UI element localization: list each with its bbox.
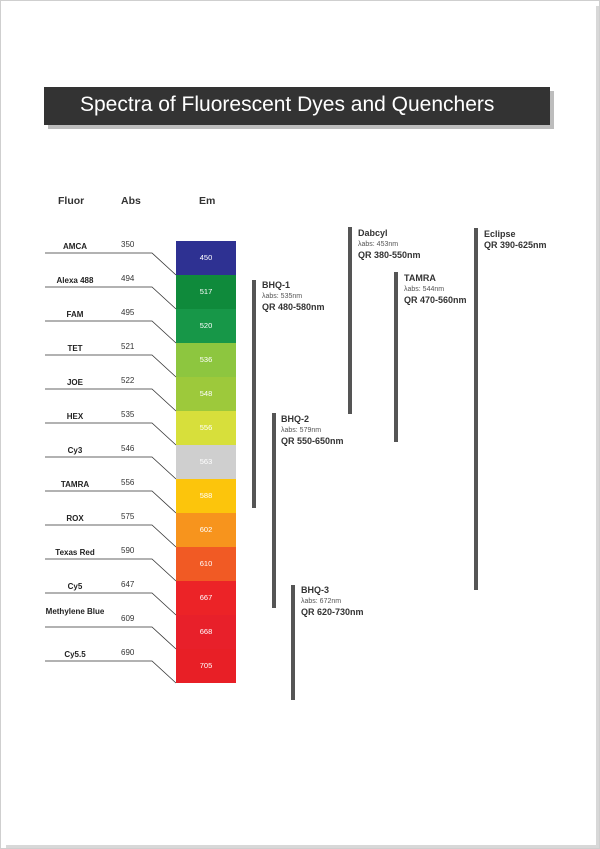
em-swatch (176, 445, 236, 479)
em-value: 536 (199, 355, 213, 364)
quencher-abs: λabs: 535nm (262, 293, 303, 300)
quencher-name: Dabcyl (358, 228, 388, 238)
quencher-range-bar (272, 413, 276, 608)
abs-value: 495 (121, 308, 135, 317)
abs-value: 690 (121, 648, 135, 657)
em-value: 520 (199, 321, 213, 330)
quencher-range-bar (474, 228, 478, 590)
page-shadow (6, 845, 600, 849)
connector-path (45, 321, 176, 343)
quencher-name: BHQ-3 (301, 585, 330, 595)
connector-path (45, 457, 176, 479)
connector-path (45, 355, 176, 377)
em-value: 610 (199, 559, 213, 568)
connector-path (45, 525, 176, 547)
fluor-name: JOE (66, 378, 83, 387)
em-swatch (176, 513, 236, 547)
abs-value: 535 (121, 410, 135, 419)
connector-line (0, 649, 180, 689)
title-banner (44, 87, 550, 125)
em-swatch (176, 343, 236, 377)
em-value: 563 (199, 457, 213, 466)
connector-path (45, 559, 176, 581)
em-swatch (176, 547, 236, 581)
quencher-abs: λabs: 544nm (404, 286, 445, 293)
fluor-name: Cy3 (67, 446, 83, 455)
em-value: 705 (199, 661, 213, 670)
fluor-name: TAMRA (60, 480, 90, 489)
connector-path (45, 389, 176, 411)
connector-path (45, 287, 176, 309)
fluor-name: ROX (66, 514, 84, 523)
page-shadow (596, 6, 600, 849)
quencher-range-bar (252, 280, 256, 508)
abs-value: 647 (121, 580, 135, 589)
abs-value: 575 (121, 512, 135, 521)
em-value: 556 (199, 423, 213, 432)
em-swatch (176, 377, 236, 411)
header-abs: Abs (121, 195, 141, 207)
em-swatch (176, 649, 236, 683)
quencher-range: QR 620-730nm (301, 607, 364, 617)
em-value: 667 (199, 593, 213, 602)
quencher-abs: λabs: 453nm (358, 241, 399, 248)
fluor-name: Methylene Blue (45, 607, 105, 616)
abs-value: 556 (121, 478, 135, 487)
quencher-range: QR 550-650nm (281, 436, 344, 446)
fluor-name: AMCA (63, 242, 87, 251)
em-value: 517 (199, 287, 213, 296)
abs-value: 522 (121, 376, 135, 385)
quencher-name: BHQ-1 (262, 280, 291, 290)
abs-value: 494 (121, 274, 135, 283)
fluor-name: Cy5.5 (64, 650, 86, 659)
fluor-row (0, 241, 300, 275)
quencher-range-bar (394, 272, 398, 442)
quencher-name: TAMRA (404, 273, 436, 283)
abs-value: 609 (121, 614, 135, 623)
em-value: 450 (199, 253, 213, 262)
fluor-name: FAM (66, 310, 84, 319)
connector-path (45, 253, 176, 275)
quencher-range-bar (348, 227, 352, 414)
fluor-name: TET (67, 344, 83, 353)
quencher-name: BHQ-2 (281, 414, 310, 424)
em-value: 668 (199, 627, 213, 636)
fluor-name: HEX (66, 412, 84, 421)
quencher-range: QR 380-550nm (358, 250, 421, 260)
connector-path (45, 661, 176, 683)
fluor-name: Cy5 (67, 582, 83, 591)
fluor-row (0, 513, 300, 547)
quencher-range: QR 480-580nm (262, 302, 325, 312)
quencher-name: Eclipse (484, 229, 516, 239)
fluor-row (0, 649, 300, 683)
quencher-range-bar (291, 585, 295, 700)
fluor-row (0, 547, 300, 581)
fluor-name: Texas Red (55, 548, 95, 557)
page-title: Spectra of Fluorescent Dyes and Quenchers (80, 93, 495, 116)
abs-value: 590 (121, 546, 135, 555)
em-value: 602 (199, 525, 213, 534)
fluor-row (0, 607, 300, 649)
header-fluor: Fluor (58, 195, 85, 207)
em-value: 548 (199, 389, 213, 398)
em-swatch (176, 479, 236, 513)
em-swatch (176, 615, 236, 649)
abs-value: 350 (121, 240, 135, 249)
connector-path (45, 627, 176, 649)
abs-value: 546 (121, 444, 135, 453)
quencher-abs: λabs: 579nm (281, 427, 322, 434)
em-swatch (176, 411, 236, 445)
abs-value: 521 (121, 342, 135, 351)
quencher-abs: λabs: 672nm (301, 598, 342, 605)
em-swatch (176, 309, 236, 343)
connector-path (45, 491, 176, 513)
quencher-range: QR 390-625nm (484, 240, 547, 250)
quencher-range: QR 470-560nm (404, 295, 467, 305)
em-swatch (176, 275, 236, 309)
header-em: Em (199, 195, 216, 207)
em-value: 588 (199, 491, 213, 500)
fluor-name: Alexa 488 (56, 276, 94, 285)
em-swatch (176, 581, 236, 615)
em-swatch (176, 241, 236, 275)
connector-path (45, 423, 176, 445)
